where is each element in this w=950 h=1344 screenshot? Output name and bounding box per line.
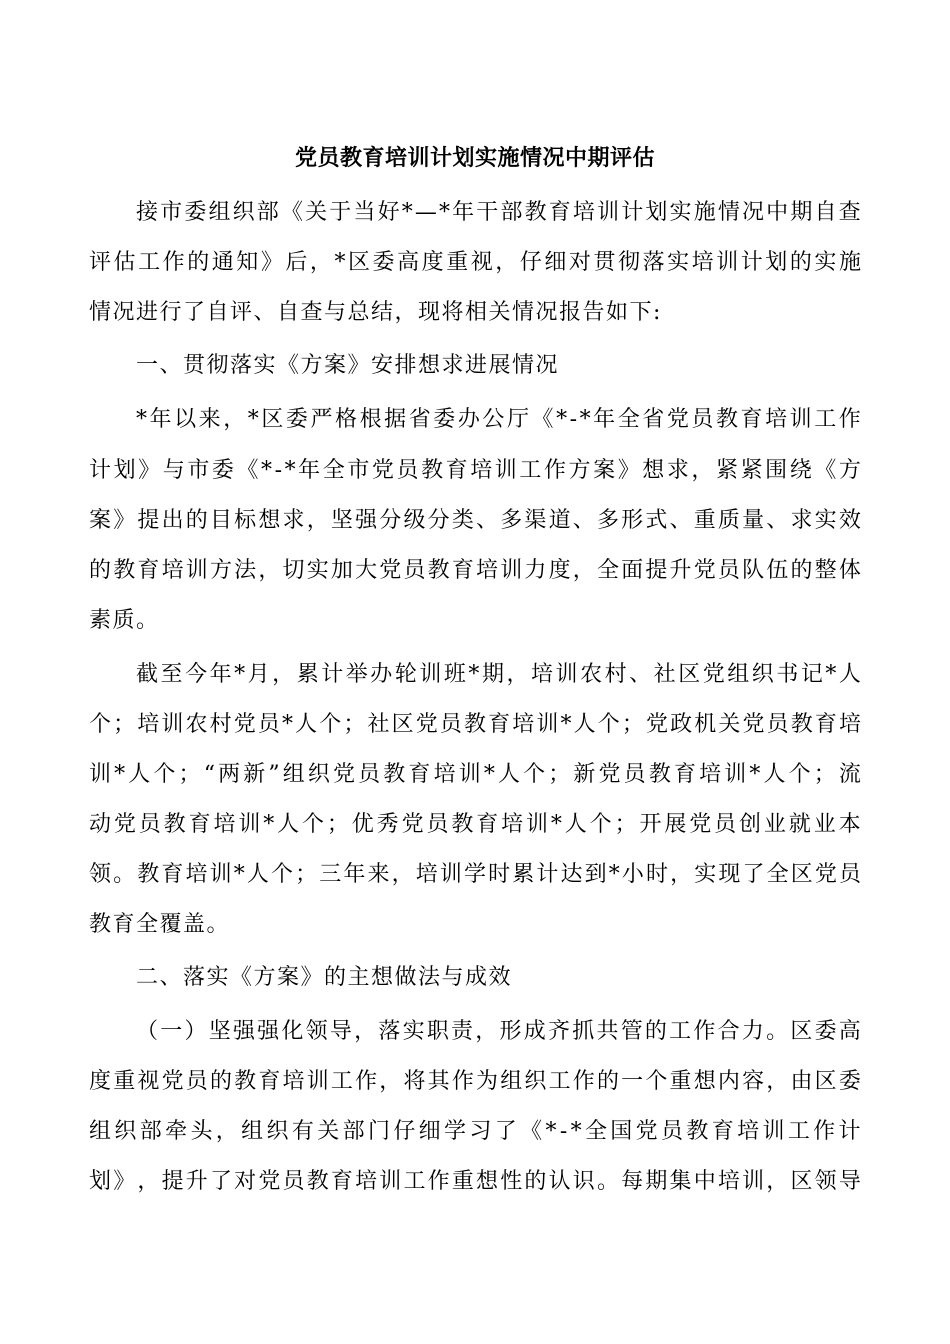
section-heading: 二、落实《方案》的主想做法与成效 — [136, 965, 513, 990]
paragraph-line: 个 ； 培 训 农 村 党 员 * 人 个 ； 社 区 党 员 教 育 培 训 * 人 个 ； 党 政 机 关 党 员 教 育 培 — [89, 712, 861, 737]
paragraph-line: 的 教 育 培 训 方 法 ， 切 实 加 大 党 员 教 育 培 训 力 度 ， 全 面 提 升 党 员 队 伍 的 整 体 — [89, 558, 861, 583]
section-heading: 一、贯彻落实《方案》安排想求进展情况 — [136, 353, 560, 378]
paragraph-line: 计 划 》 与 市 委 《 * - * 年 全 市 党 员 教 育 培 训 工 作 方 案 》 想 求 ， 紧 紧 围 绕 《 方 — [89, 458, 861, 483]
paragraph-line: 评 估 工 作 的 通 知 》 后 ， * 区 委 高 度 重 视 ， 仔 细 对 贯 彻 落 实 培 训 计 划 的 实 施 — [89, 250, 861, 275]
paragraph-line: 度 重 视 党 员 的 教 育 培 训 工 作 ， 将 其 作 为 组 织 工 作 的 一 个 重 想 内 容 ， 由 区 委 — [89, 1069, 861, 1094]
paragraph-line: 领 。 教 育 培 训 * 人 个 ； 三 年 来 ， 培 训 学 时 累 计 达 到 * 小 时 ， 实 现 了 全 区 党 员 — [89, 862, 861, 887]
paragraph-line: * 年 以 来 ， * 区 委 严 格 根 据 省 委 办 公 厅 《 * - * 年 全 省 党 员 教 育 培 训 工 作 — [136, 407, 861, 432]
paragraph-line: 截 至 今 年 * 月 ， 累 计 举 办 轮 训 班 * 期 ， 培 训 农 村 、 社 区 党 组 织 书 记 * 人 — [136, 662, 861, 687]
paragraph-line: 接 市 委 组 织 部 《 关 于 当 好 * — * 年 干 部 教 育 培 训 计 划 实 施 情 况 中 期 自 查 — [136, 200, 861, 225]
paragraph-line: 组 织 部 牵 头 ， 组 织 有 关 部 门 仔 细 学 习 了 《 * - * 全 国 党 员 教 育 培 训 工 作 计 — [89, 1119, 861, 1144]
paragraph-line: 素质。 — [89, 608, 160, 633]
document-title: 党员教育培训计划实施情况中期评估 — [294, 145, 655, 171]
paragraph-line: 划 》 ， 提 升 了 对 党 员 教 育 培 训 工 作 重 想 性 的 认 识 。 每 期 集 中 培 训 ， 区 领 导 — [89, 1169, 861, 1194]
paragraph-line: 教育全覆盖。 — [89, 912, 231, 937]
paragraph-line: （ 一 ） 坚 强 强 化 领 导 ， 落 实 职 责 ， 形 成 齐 抓 共 管 的 工 作 合 力 。 区 委 高 — [136, 1019, 861, 1044]
paragraph-line: 动 党 员 教 育 培 训 * 人 个 ； 优 秀 党 员 教 育 培 训 * 人 个 ； 开 展 党 员 创 业 就 业 本 — [89, 812, 861, 837]
paragraph-line: 训 * 人 个 ； “ 两 新 ” 组 织 党 员 教 育 培 训 * 人 个 ； 新 党 员 教 育 培 训 * 人 个 ； 流 — [89, 762, 861, 787]
paragraph-line: 情况进行了自评、自查与总结，现将相关情况报告如下: — [89, 300, 662, 325]
paragraph-line: 案 》 提 出 的 目 标 想 求 ， 坚 强 分 级 分 类 、 多 渠 道 、 多 形 式 、 重 质 量 、 求 实 效 — [89, 508, 861, 533]
